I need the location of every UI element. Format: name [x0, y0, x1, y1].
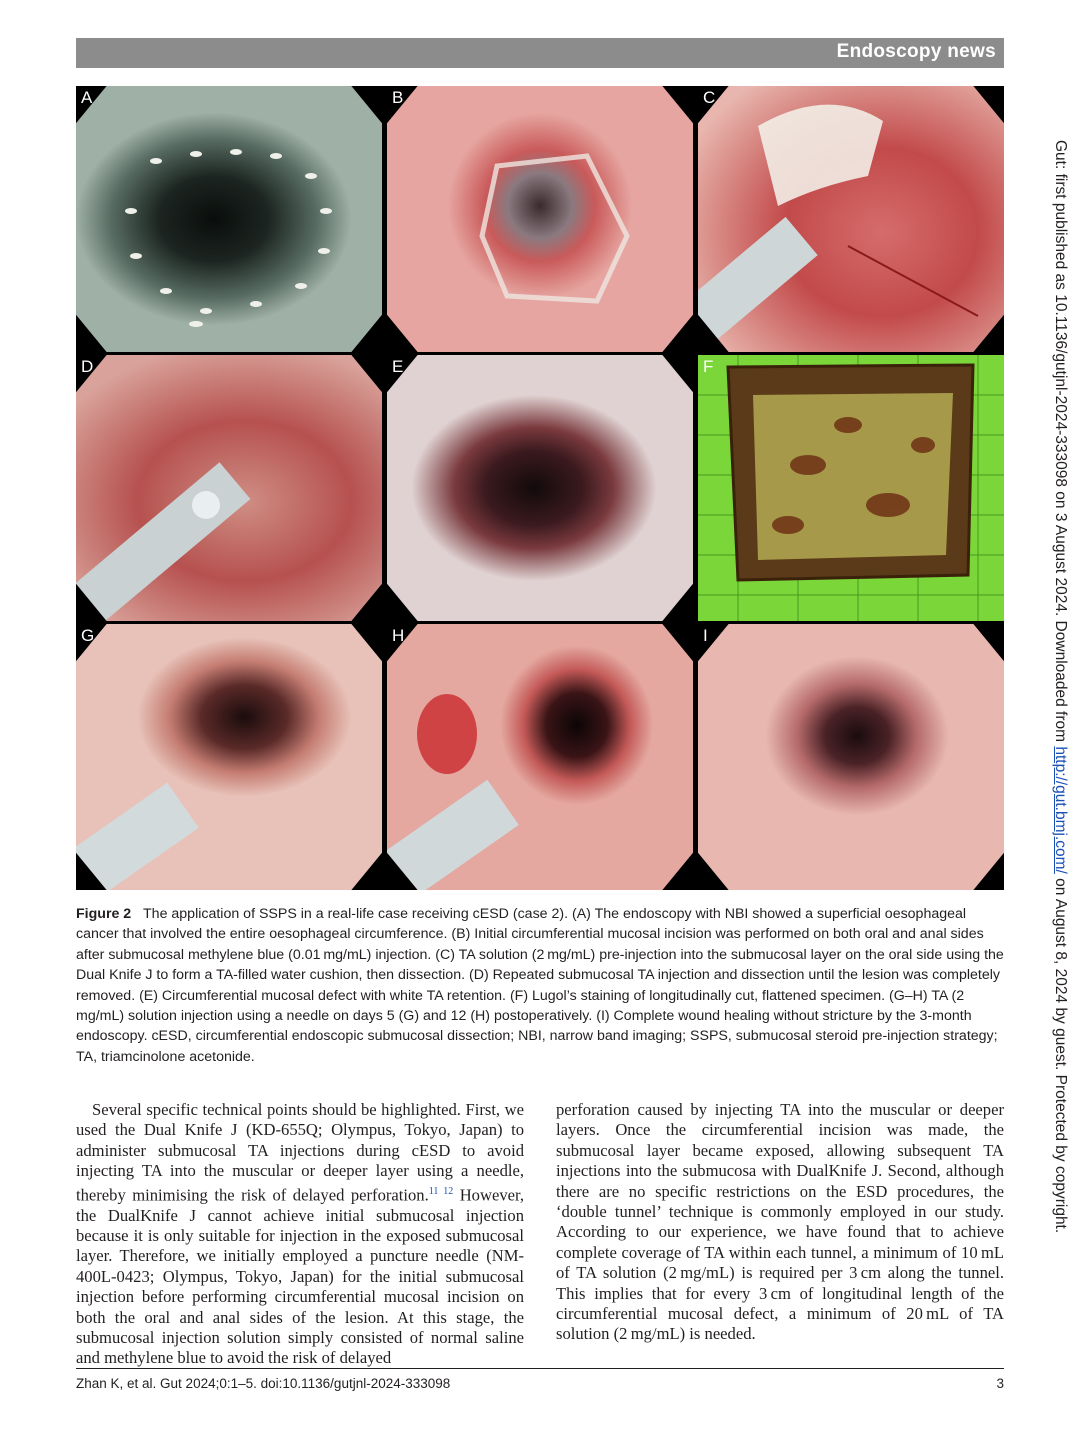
marker-dots — [76, 86, 382, 352]
journal-link[interactable]: http://gut.bmj.com/ — [1052, 746, 1069, 874]
paragraph-text-cont: However, the DualKnife J cannot achieve initial submucosal injection because it is only suitable for injection in the exposed submucosal layer. Therefore, we initially employed a puncture needle (NM-400L-0423; Olympus, Tokyo, Japan) for the initial submucosal injection before performing circumferential mucosal incision on both the oral and anal sides of the lesion. At this stage, the submucosal injection solution simply consisted of normal saline and methylene blue to avoid the risk of delayed — [76, 1185, 524, 1368]
panel-letter: D — [81, 357, 94, 376]
side-note-text: Gut: first published as 10.1136/gutjnl-2024-333098 on 3 August 2024. Downloaded from — [1052, 140, 1069, 747]
panel-a — [76, 86, 382, 352]
panel-h — [387, 624, 693, 890]
panel-letter: G — [81, 626, 95, 645]
panel-i — [698, 624, 1004, 890]
caption-label: Figure 2 — [76, 906, 132, 922]
panel-c — [698, 86, 1004, 352]
panel-letter: B — [392, 88, 404, 107]
paragraph-text: perforation caused by injecting TA into the muscular or deeper layers. Once the circumferential incision was made, the submucosal layer became exposed, allowing subsequent TA injections into the submucosa with DualKnife J. Second, although there are no specific restrictions on the ESD procedures, the ‘double tunnel’ technique is commonly employed in our study. According to our experience, we have found that to achieve complete coverage of TA within each tunnel, a minimum of 10 mL of TA solution (2 mg/mL) is required per 3 cm along the tunnel. This implies that for every 3 cm of longitudinal length of the circumferential mucosal defect, a minimum of 20 mL of TA solution (2 mg/mL) is needed. — [556, 1100, 1004, 1344]
panel-e — [387, 355, 693, 621]
figure-2 — [76, 86, 1004, 890]
footer-citation: Zhan K, et al. Gut 2024;0:1–5. doi:10.1136/gutjnl-2024-333098 — [76, 1376, 451, 1391]
body-column-right — [556, 1100, 1004, 1345]
section-title: Endoscopy news — [836, 41, 996, 62]
panel-g — [76, 624, 382, 890]
copyright-side-note — [1047, 140, 1077, 1310]
caption-text: The application of SSPS in a real-life case receiving cESD (case 2). (A) The endoscopy with NBI showed a superficial oesophageal cancer that involved the entire oesophageal circumference. (B) Initial circumferential mucosal incision was performed on both oral and anal sides after submucosal methylene blue (0.01 mg/mL) injection. (C) TA solution (2 mg/mL) pre-injection into the submucosal layer on the oral side using the Dual Knife J to form a TA-filled water cushion, then dissection. (D) Repeated submucosal TA injection and dissection until the lesion was completely removed. (E) Circumferential mucosal defect with white TA retention. (F) Lugol’s staining of longitudinally cut, flattened specimen. (G–H) TA (2 mg/mL) solution injection using a needle on days 5 (G) and 12 (H) postoperatively. (I) Complete wound healing without stricture by the 3-month endoscopy. cESD, circumferential endoscopic submucosal dissection; NBI, narrow band imaging; SSPS, submucosal steroid pre-injection strategy; TA, triamcinolone acetonide. — [76, 906, 1004, 1065]
panel-letter: A — [81, 88, 93, 107]
panel-f — [698, 355, 1004, 621]
panel-letter: E — [392, 357, 404, 376]
panel-letter: I — [703, 626, 708, 645]
footer-divider — [76, 1368, 1004, 1369]
body-column-left — [76, 1100, 524, 1369]
section-header-bar — [76, 38, 1004, 68]
side-note-text-end: on August 8, 2024 by guest. Protected by copyright. — [1052, 873, 1069, 1234]
panel-letter: F — [703, 357, 714, 376]
page-number: 3 — [996, 1376, 1004, 1391]
figure-caption — [76, 904, 1004, 1067]
paragraph-text: Several specific technical points should be highlighted. First, we used the Dual Knife J (KD-655Q; Olympus, Tokyo, Japan) to administer submucosal TA injections during cESD to avoid injecting TA into the muscular or deeper layer using a needle, thereby minimising the risk of delayed perforation. — [76, 1100, 524, 1205]
panel-b — [387, 86, 693, 352]
panel-letter: C — [703, 88, 716, 107]
panel-letter: H — [392, 626, 405, 645]
panel-d — [76, 355, 382, 621]
reference-link[interactable]: 11 12 — [428, 1185, 454, 1197]
